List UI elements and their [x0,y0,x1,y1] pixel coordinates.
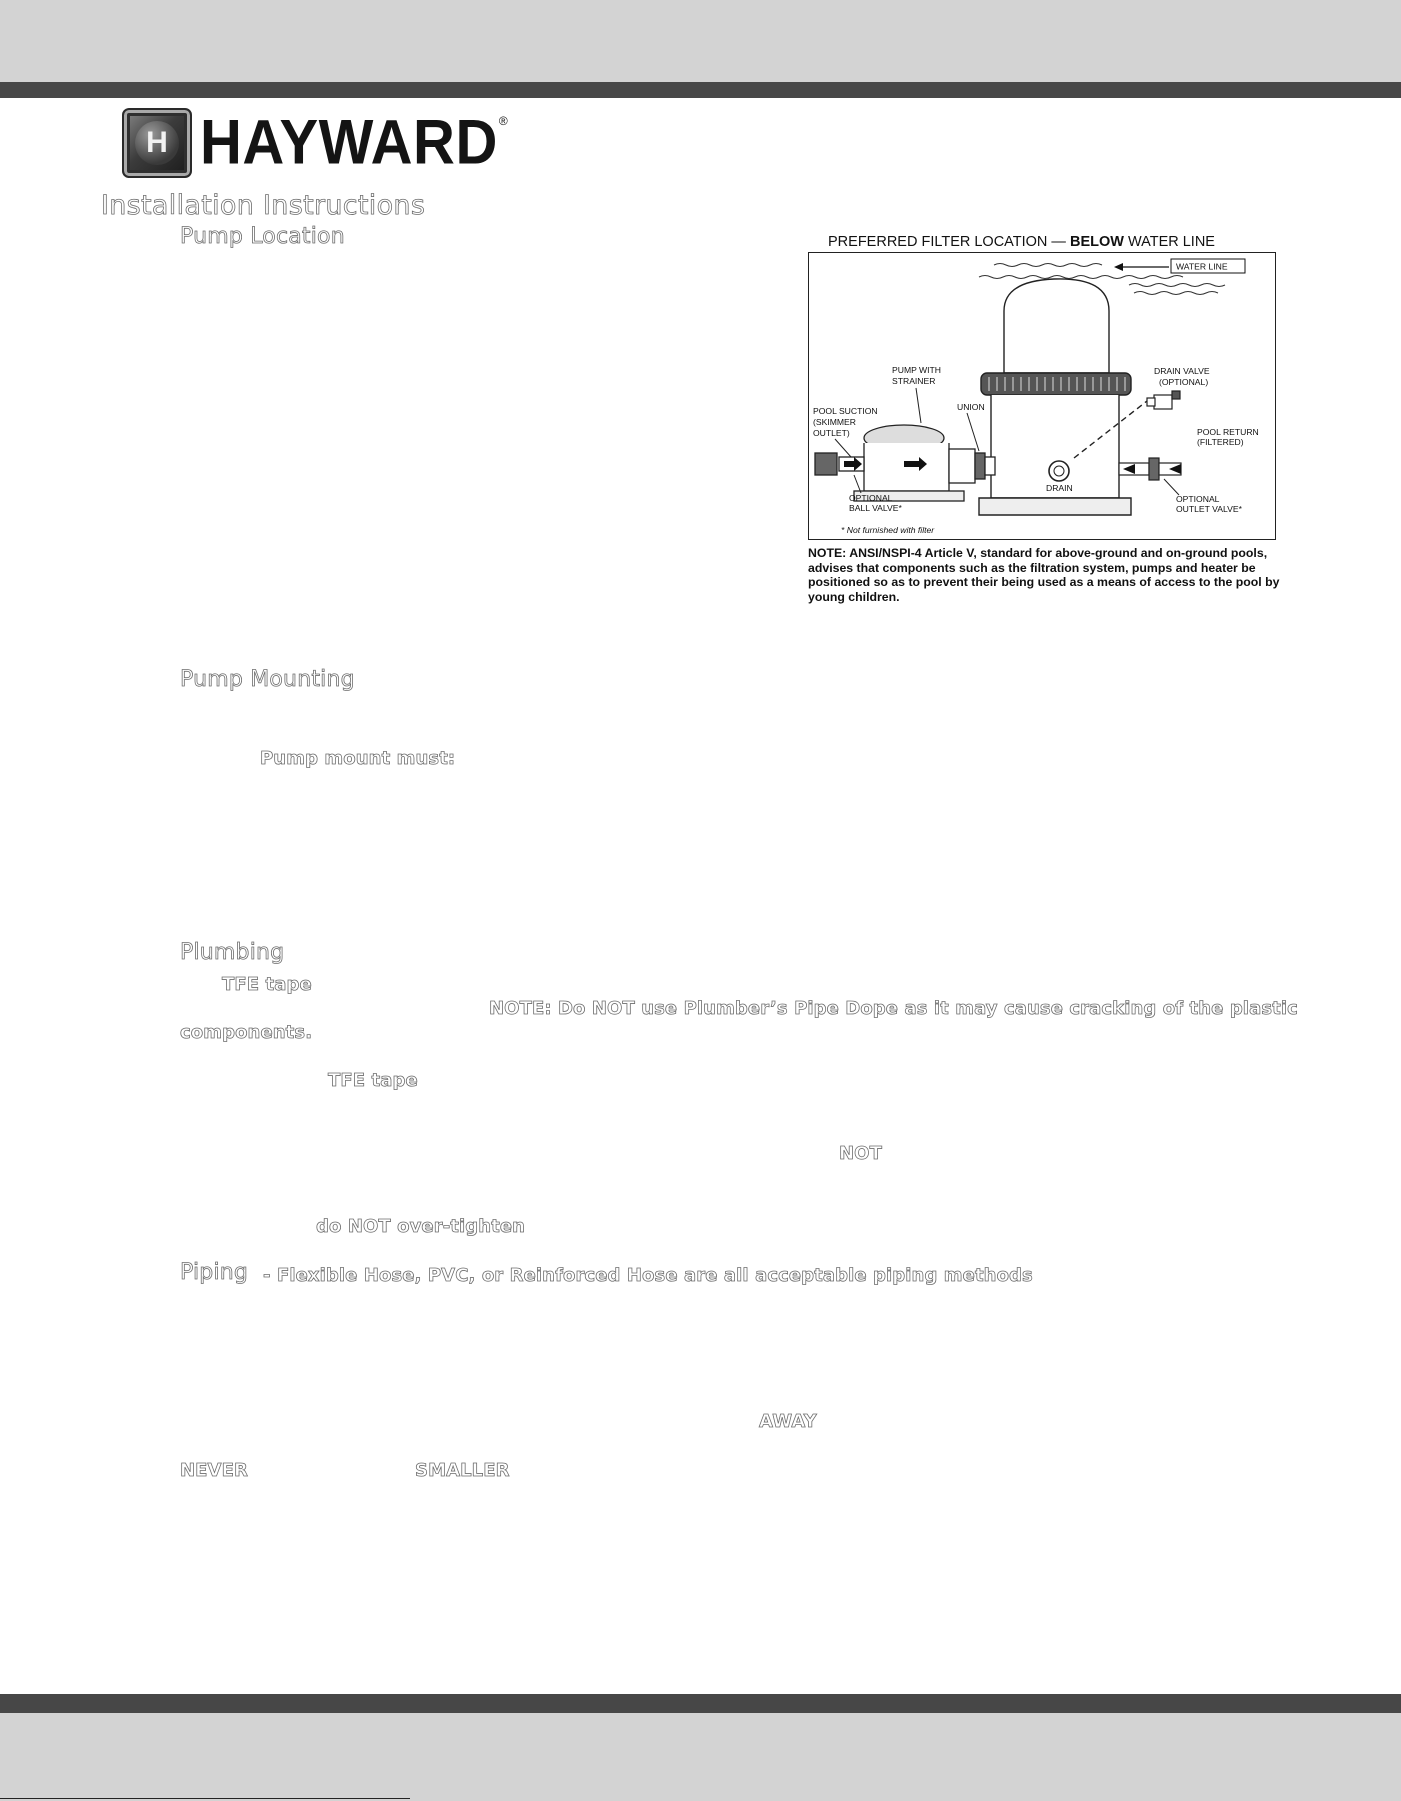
heading-plumbing: Plumbing [180,940,285,965]
page-title: Installation Instructions [101,190,426,221]
plumbing-components: components. [180,1022,313,1043]
label-water-line: WATER LINE [1176,261,1228,272]
page-edge-line [0,1798,410,1799]
label-skimmer: (SKIMMER [813,417,856,427]
drain-valve [1147,391,1180,409]
label-drain-valve: DRAIN VALVE [1154,366,1210,376]
pump-mount-must: Pump mount must: [260,748,456,769]
label-filtered: (FILTERED) [1197,437,1244,447]
hayward-logo [122,108,508,178]
header-rule [0,82,1401,98]
label-outlet: OUTLET) [813,428,850,438]
label-pool-suction: POOL SUCTION [813,406,878,416]
label-drain: DRAIN [1046,483,1073,493]
label-ball-valve: BALL VALVE* [849,503,902,513]
footer-band [0,1713,1401,1801]
heading-pump-mounting: Pump Mounting [180,667,355,692]
piping-description: - Flexible Hose, PVC, or Reinforced Hose are all acceptable piping methods [263,1265,1033,1286]
header-band [0,0,1401,82]
figure-caption: PREFERRED FILTER LOCATION — BELOW WATER LINE [828,234,1215,250]
filter-location-diagram [808,252,1276,540]
heading-piping: Piping [180,1260,249,1285]
label-pump-with: PUMP WITH [892,365,942,375]
label-optional-1: OPTIONAL [849,493,893,503]
tfe-tape-1: TFE tape [222,974,312,995]
drain-gauge [1049,461,1069,481]
label-union: UNION [957,402,985,412]
do-not-overtighten: do NOT over-tighten [316,1216,526,1237]
label-strainer: STRAINER [892,376,936,386]
label-drain-valve-optional: (OPTIONAL) [1159,377,1209,387]
registered-mark: ® [498,114,508,128]
figure-note: NOTE: ANSI/NSPI-4 Article V, standard for above-ground and on-ground pools, advises that components such as the filtration system, pumps and heater be positioned so as to prevent their being used as a means of access to the pool by young children. [808,546,1280,604]
piping-never: NEVER [180,1460,248,1481]
plumbing-not: NOT [839,1143,882,1164]
label-outlet-valve: OUTLET VALVE* [1176,504,1242,514]
footer-rule [0,1694,1401,1713]
tfe-tape-2: TFE tape [328,1070,418,1091]
plumbing-note: NOTE: Do NOT use Plumber’s Pipe Dope as it may cause cracking of the plastic [489,998,1298,1019]
label-optional-2: OPTIONAL [1176,494,1220,504]
piping-smaller: SMALLER [415,1460,510,1481]
heading-pump-location: Pump Location [180,224,345,249]
label-pool-return: POOL RETURN [1197,427,1259,437]
hayward-mark-icon [122,108,192,178]
piping-away: AWAY [759,1411,817,1432]
hayward-mark-letter: H [135,121,179,165]
label-footnote: * Not furnished with filter [841,525,935,535]
brand-name: HAYWARD [200,107,498,178]
